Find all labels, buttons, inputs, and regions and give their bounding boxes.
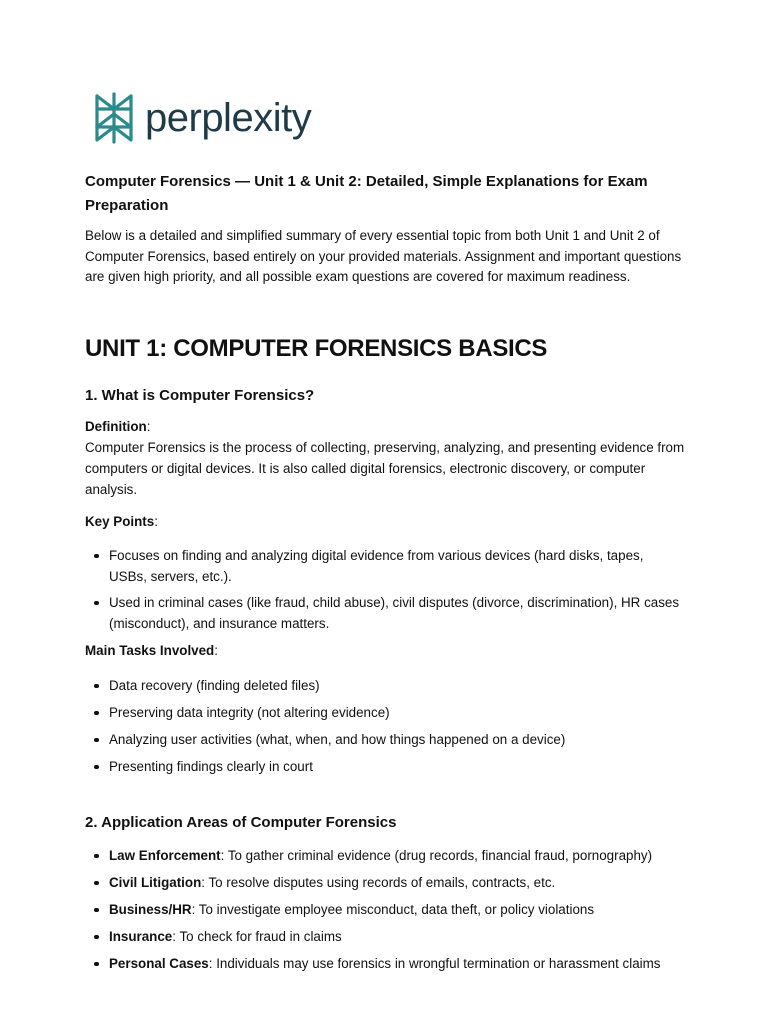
intro-paragraph: Below is a detailed and simplified summary of every essential topic from both Unit 1 and Unit 2 of Computer Forensics, based entirely on your provided materials. Assignment and important questions are given high priority, and all possible exam questions are covered for maximum readiness.	[85, 228, 682, 285]
document-title: Computer Forensics — Unit 1 & Unit 2: Detailed, Simple Explanations for Exam Preparation	[85, 173, 648, 214]
list-item: Law Enforcement: To gather criminal evidence (drug records, financial fraud, pornography)	[85, 845, 685, 866]
perplexity-logo-icon	[93, 92, 135, 144]
brand-wordmark: perplexity	[145, 96, 312, 140]
list-item: Focuses on finding and analyzing digital evidence from various devices (hard disks, tapes, USBs, servers, etc.).	[85, 545, 685, 587]
list-item: Personal Cases: Individuals may use forensics in wrongful termination or harassment claims	[85, 953, 685, 974]
list-item: Presenting findings clearly in court	[85, 756, 685, 777]
list-item: Analyzing user activities (what, when, and how things happened on a device)	[85, 729, 685, 750]
list-item: Data recovery (finding deleted files)	[85, 675, 685, 696]
definition-text: Computer Forensics is the process of collecting, preserving, analyzing, and presenting evidence from computers or digital devices. It is also called digital forensics, electronic discovery, or computer analysis.	[85, 440, 685, 497]
brand-logo	[93, 92, 311, 144]
section1-heading: 1. What is Computer Forensics?	[85, 387, 315, 404]
tasks-label: Main Tasks Involved:	[85, 643, 218, 658]
tasks-list	[85, 675, 685, 777]
list-item: Business/HR: To investigate employee misconduct, data theft, or policy violations	[85, 899, 685, 920]
list-item: Civil Litigation: To resolve disputes using records of emails, contracts, etc.	[85, 872, 685, 893]
unit1-heading: UNIT 1: COMPUTER FORENSICS BASICS	[85, 335, 548, 362]
key-points-label: Key Points:	[85, 514, 158, 529]
list-item: Used in criminal cases (like fraud, child abuse), civil disputes (divorce, discrimination), HR cases (misconduct), and insurance matters.	[85, 592, 685, 634]
definition-label: Definition:	[85, 419, 151, 434]
key-points-list	[85, 545, 685, 634]
list-item: Preserving data integrity (not altering evidence)	[85, 702, 685, 723]
application-areas-list	[85, 845, 685, 974]
section2-heading: 2. Application Areas of Computer Forensics	[85, 814, 397, 831]
list-item: Insurance: To check for fraud in claims	[85, 926, 685, 947]
